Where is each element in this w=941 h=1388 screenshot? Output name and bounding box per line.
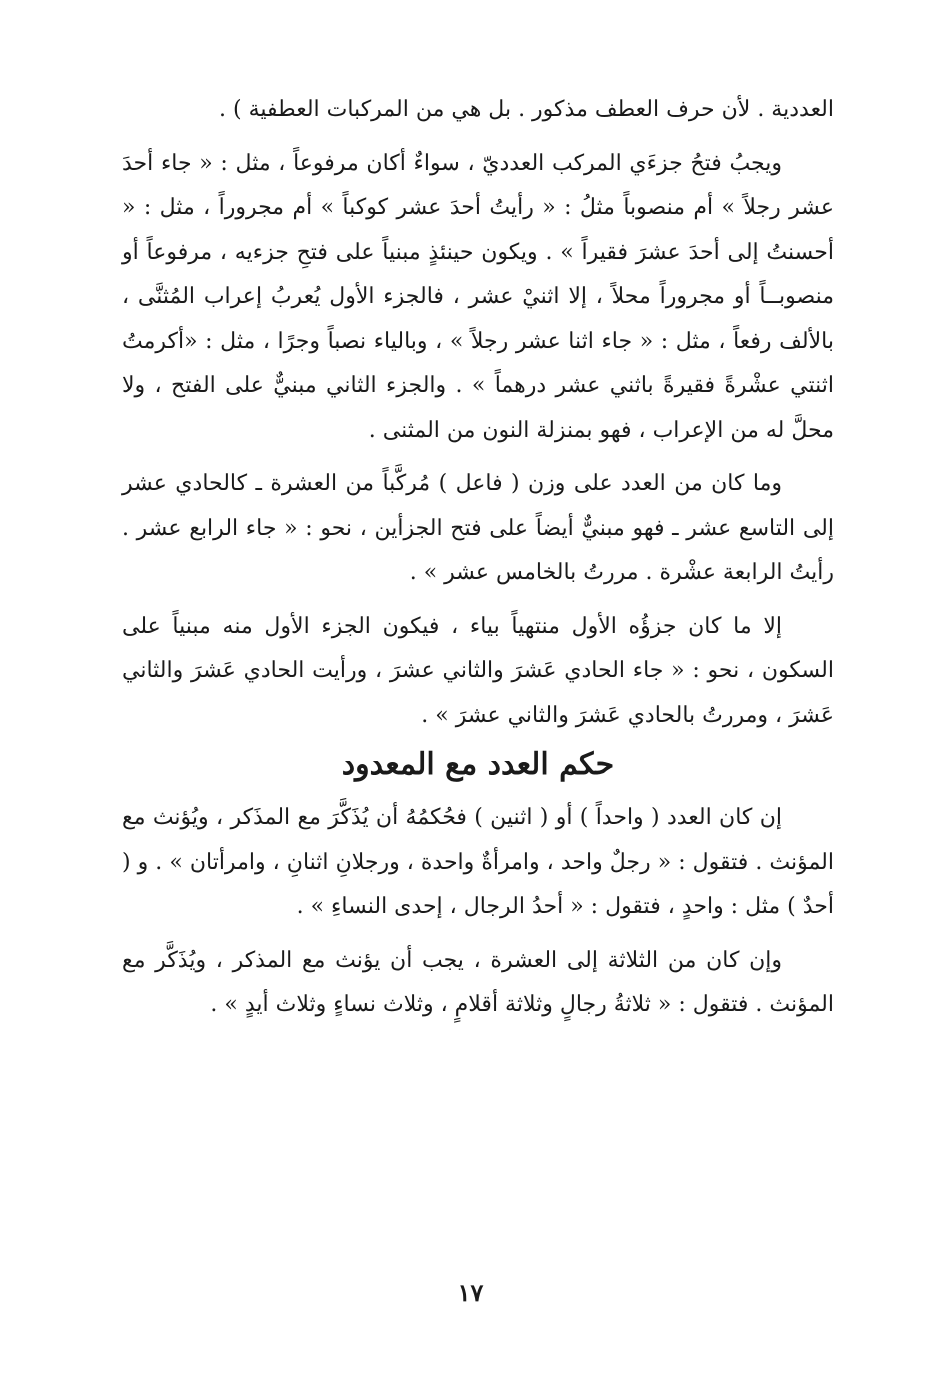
paragraph-gap bbox=[122, 133, 834, 142]
page-body bbox=[122, 88, 834, 1358]
paragraph-5: إن كان العدد ( واحداً ) أو ( اثنين ) فحُكمُهُ أن يُذَكَّرَ مع المذَكر ، ويُؤنث مع المؤنث . فتقول : « رجلٌ واحد ، وامرأةٌ واحدة ، ورجلانِ اثنانِ ، وامرأتان » . و ( أحدٌ ) مثل : واحدٍ ، فتقول : « أحدُ الرجال ، إحدى النساءِ » . bbox=[122, 805, 834, 919]
paragraph-gap bbox=[122, 453, 834, 462]
paragraph-3: وما كان من العدد على وزن ( فاعل ) مُركَّباً من العشرة ـ كالحادي عشر إلى التاسع عشر ـ فهو مبنيٌّ أيضاً على فتح الجزأين ، نحو : « جاء الرابع عشر . رأيتُ الرابعة عشْرة . مررتُ بالخامس عشر » . bbox=[122, 471, 834, 585]
paragraph-6: وإن كان من الثلاثة إلى العشرة ، يجب أن يؤنث مع المذكر ، ويُذَكَّر مع المؤنث . فتقول : « ثلاثةُ رجالٍ وثلاثة أقلامٍ ، وثلاث نساءٍ وثلاث أيدٍ » . bbox=[122, 947, 834, 1017]
section-heading: حكم العدد مع المعدود bbox=[341, 747, 615, 782]
page-number: ١٧ bbox=[457, 1278, 484, 1307]
paragraph-4: إلا ما كان جزؤُه الأول منتهياً بياء ، فيكون الجزء الأول منه مبنياً على السكون ، نحو : « جاء الحادي عَشرَ والثاني عشرَ ، ورأيت الحادي عَشرَ والثاني عَشرَ ، ومررتُ بالحادي عَشرَ والثاني عشرَ » . bbox=[122, 613, 834, 728]
paragraph-gap bbox=[122, 930, 834, 939]
paragraph-gap bbox=[122, 596, 834, 605]
paragraph-1: العددية . لأن حرف العطف مذكور . بل هي من المركبات العطفية ) . bbox=[219, 97, 834, 122]
paragraph-2: ويجبُ فتحُ جزءَي المركب العدديّ ، سواءٌ أكان مرفوعاً ، مثل : « جاء أحدَ عشر رجلاً » أم منصوباً مثلُ : « رأيتُ أحدَ عشر كوكباً » أم مجروراً ، مثل : « أحسنتُ إلى أحدَ عشرَ فقيراً » . ويكون حينئذٍ مبنياً على فتحِ جزءيه ، مرفوعاً أو منصوبــاً أو مجروراً محلاً ، إلا اثنيْ عشر ، فالجزء الأول يُعربُ إعراب المُثنَّى ، بالألف رفعاً ، مثل : « جاء اثنا عشر رجلاً » ، وبالياء نصباً وجرًا ، مثل : «أكرمتُ اثنتي عشْرةً فقيرةً باثني عشر درهماً » . والجزء الثاني مبنيٌّ على الفتح ، ولا محلَّ له من الإعراب ، فهو بمنزلة النون من المثنى . bbox=[122, 150, 834, 443]
